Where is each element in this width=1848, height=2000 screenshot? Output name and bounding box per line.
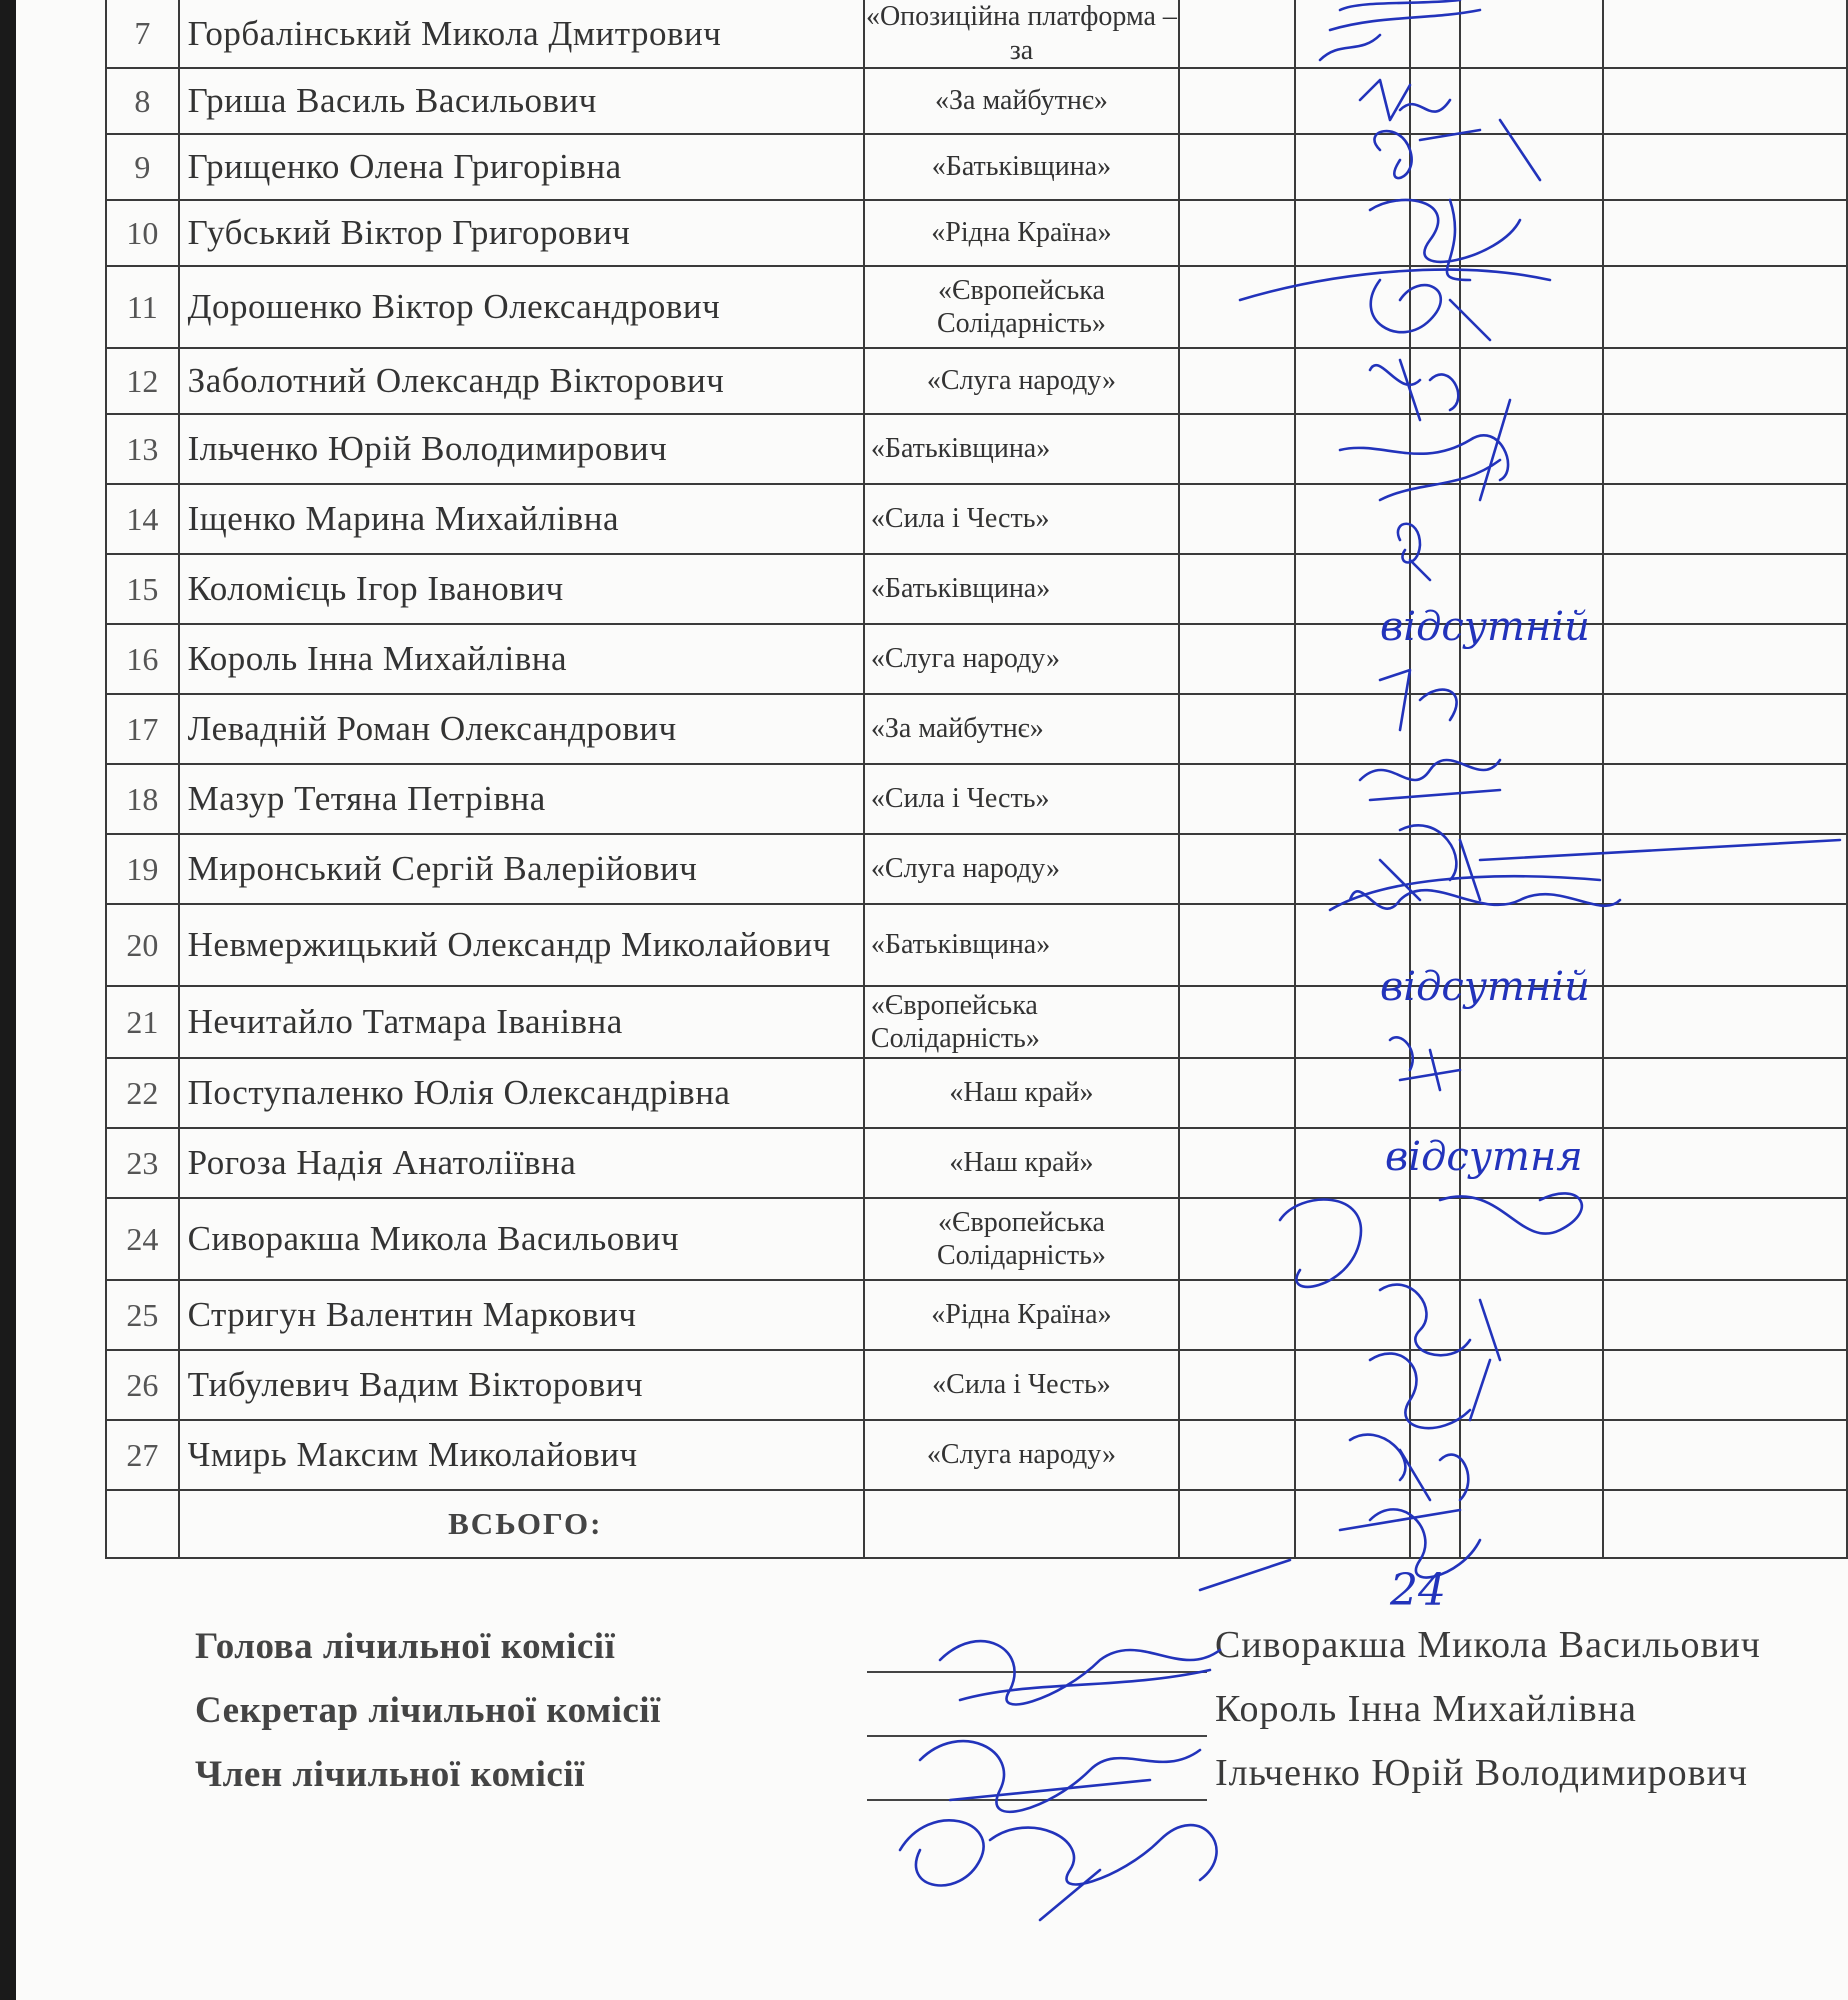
deputy-name: Губський Віктор Григорович — [179, 200, 864, 266]
deputy-name: Дорошенко Віктор Олександрович — [179, 266, 864, 348]
vote-cell-c — [1410, 414, 1460, 484]
deputy-name: Сиворакша Микола Васильович — [179, 1198, 864, 1280]
vote-cell-a — [1179, 68, 1295, 134]
deputy-row — [106, 986, 1847, 1058]
row-number: 7 — [106, 0, 179, 68]
deputy-party: «Європейська Солідарність» — [864, 986, 1179, 1058]
row-number: 20 — [106, 904, 179, 986]
deputy-name: Чмирь Максим Миколайович — [179, 1420, 864, 1490]
vote-cell-c — [1410, 134, 1460, 200]
row-number: 19 — [106, 834, 179, 904]
deputy-party: «Слуга народу» — [864, 834, 1179, 904]
deputy-row — [106, 348, 1847, 414]
vote-cell-d — [1460, 764, 1603, 834]
vote-cell-a — [1179, 266, 1295, 348]
vote-cell-d — [1460, 1058, 1603, 1128]
vote-cell-a — [1179, 1420, 1295, 1490]
row-number: 12 — [106, 348, 179, 414]
vote-cell-a — [1179, 1350, 1295, 1420]
signature-row-member — [195, 1753, 1835, 1817]
handwritten-absent-mark: відсутня — [1385, 1134, 1583, 1180]
vote-cell-e — [1603, 764, 1847, 834]
vote-cell-e — [1603, 624, 1847, 694]
vote-cell-c — [1410, 1280, 1460, 1350]
row-number: 27 — [106, 1420, 179, 1490]
vote-cell-e — [1603, 1198, 1847, 1280]
row-number: 17 — [106, 694, 179, 764]
signature-person: Ільченко Юрій Володимирович — [1215, 1752, 1749, 1794]
deputy-party: «За майбутнє» — [864, 694, 1179, 764]
signature-row-secretary — [195, 1689, 1835, 1753]
deputy-row — [106, 904, 1847, 986]
vote-cell-c — [1410, 764, 1460, 834]
vote-cell-c — [1410, 348, 1460, 414]
row-number: 13 — [106, 414, 179, 484]
vote-cell-b — [1295, 694, 1410, 764]
vote-cell-e — [1603, 834, 1847, 904]
total-cell-d — [1460, 1490, 1603, 1558]
signature-line — [867, 1671, 1207, 1673]
total-cell-c — [1410, 1490, 1460, 1558]
page-left-edge — [0, 0, 16, 2000]
row-number: 11 — [106, 266, 179, 348]
vote-cell-e — [1603, 1420, 1847, 1490]
vote-cell-a — [1179, 986, 1295, 1058]
deputy-name: Миронський Сергій Валерійович — [179, 834, 864, 904]
vote-cell-a — [1179, 1058, 1295, 1128]
deputy-party: «Європейська Солідарність» — [864, 1198, 1179, 1280]
vote-cell-d — [1460, 348, 1603, 414]
deputy-party: «Європейська Солідарність» — [864, 266, 1179, 348]
vote-cell-d — [1460, 624, 1603, 694]
deputy-name: Ільченко Юрій Володимирович — [179, 414, 864, 484]
vote-cell-b — [1295, 266, 1410, 348]
vote-cell-e — [1603, 694, 1847, 764]
row-number: 9 — [106, 134, 179, 200]
signature-line — [867, 1735, 1207, 1737]
vote-cell-b — [1295, 134, 1410, 200]
vote-cell-c — [1410, 554, 1460, 624]
vote-cell-e — [1603, 554, 1847, 624]
vote-cell-d — [1460, 1128, 1603, 1198]
vote-cell-b — [1295, 0, 1410, 68]
deputy-party: «Сила і Честь» — [864, 484, 1179, 554]
total-num-cell — [106, 1490, 179, 1558]
vote-cell-b — [1295, 1198, 1410, 1280]
vote-cell-d — [1460, 68, 1603, 134]
vote-cell-a — [1179, 1198, 1295, 1280]
vote-cell-e — [1603, 200, 1847, 266]
deputy-row — [106, 694, 1847, 764]
vote-cell-d — [1460, 414, 1603, 484]
vote-cell-a — [1179, 0, 1295, 68]
signature-role: Секретар лічильної комісії — [195, 1690, 661, 1731]
row-number: 26 — [106, 1350, 179, 1420]
vote-cell-b — [1295, 764, 1410, 834]
vote-cell-d — [1460, 1198, 1603, 1280]
deputy-name: Стригун Валентин Маркович — [179, 1280, 864, 1350]
vote-cell-e — [1603, 0, 1847, 68]
vote-cell-c — [1410, 1420, 1460, 1490]
commission-signatures — [195, 1625, 1835, 1817]
deputy-row — [106, 266, 1847, 348]
total-cell-b — [1295, 1490, 1410, 1558]
deputy-name: Гриша Василь Васильович — [179, 68, 864, 134]
vote-cell-a — [1179, 1128, 1295, 1198]
total-cell-e — [1603, 1490, 1847, 1558]
row-number: 23 — [106, 1128, 179, 1198]
vote-cell-b — [1295, 1128, 1410, 1198]
deputy-party: «Батьківщина» — [864, 134, 1179, 200]
vote-cell-b — [1295, 1350, 1410, 1420]
row-number: 15 — [106, 554, 179, 624]
signature-role: Голова лічильної комісії — [195, 1626, 616, 1667]
signature-role: Член лічильної комісії — [195, 1754, 585, 1795]
vote-cell-e — [1603, 266, 1847, 348]
deputy-party: «Слуга народу» — [864, 624, 1179, 694]
deputy-row — [106, 0, 1847, 68]
vote-cell-c — [1410, 1198, 1460, 1280]
vote-cell-c — [1410, 986, 1460, 1058]
deputy-row — [106, 1128, 1847, 1198]
vote-cell-d — [1460, 484, 1603, 554]
total-label: ВСЬОГО: — [179, 1490, 864, 1558]
vote-cell-b — [1295, 834, 1410, 904]
row-number: 21 — [106, 986, 179, 1058]
vote-cell-e — [1603, 134, 1847, 200]
row-number: 8 — [106, 68, 179, 134]
vote-cell-b — [1295, 1280, 1410, 1350]
deputy-name: Рогоза Надія Анатоліївна — [179, 1128, 864, 1198]
vote-cell-a — [1179, 200, 1295, 266]
vote-cell-d — [1460, 1420, 1603, 1490]
row-number: 24 — [106, 1198, 179, 1280]
vote-cell-b — [1295, 348, 1410, 414]
vote-cell-b — [1295, 986, 1410, 1058]
deputy-row — [106, 1420, 1847, 1490]
vote-cell-c — [1410, 266, 1460, 348]
vote-cell-e — [1603, 986, 1847, 1058]
vote-cell-b — [1295, 68, 1410, 134]
deputy-row — [106, 414, 1847, 484]
deputy-name: Іщенко Марина Михайлівна — [179, 484, 864, 554]
vote-cell-b — [1295, 414, 1410, 484]
vote-cell-d — [1460, 1280, 1603, 1350]
total-cell-a — [1179, 1490, 1295, 1558]
row-number: 16 — [106, 624, 179, 694]
vote-cell-c — [1410, 68, 1460, 134]
deputy-name: Грищенко Олена Григорівна — [179, 134, 864, 200]
deputy-row — [106, 554, 1847, 624]
vote-cell-c — [1410, 1058, 1460, 1128]
vote-cell-b — [1295, 200, 1410, 266]
deputy-party: «Батьківщина» — [864, 904, 1179, 986]
vote-cell-a — [1179, 834, 1295, 904]
signature-person: Король Інна Михайлівна — [1215, 1688, 1637, 1730]
vote-cell-b — [1295, 624, 1410, 694]
deputy-party: «Опозиційна платформа – за — [864, 0, 1179, 68]
row-number: 10 — [106, 200, 179, 266]
vote-cell-c — [1410, 834, 1460, 904]
vote-cell-e — [1603, 348, 1847, 414]
vote-cell-d — [1460, 834, 1603, 904]
signature-person: Сиворакша Микола Васильович — [1215, 1624, 1761, 1666]
vote-cell-e — [1603, 1280, 1847, 1350]
vote-cell-d — [1460, 986, 1603, 1058]
vote-cell-a — [1179, 624, 1295, 694]
vote-cell-e — [1603, 1350, 1847, 1420]
row-number: 18 — [106, 764, 179, 834]
vote-cell-e — [1603, 1058, 1847, 1128]
vote-cell-a — [1179, 1280, 1295, 1350]
handwritten-total-count: 24 — [1390, 1565, 1446, 1616]
vote-tally-table — [105, 0, 1848, 1559]
deputy-row — [106, 1280, 1847, 1350]
total-row — [106, 1490, 1847, 1558]
deputy-row — [106, 1350, 1847, 1420]
deputy-party: «Слуга народу» — [864, 348, 1179, 414]
deputy-name: Заболотний Олександр Вікторович — [179, 348, 864, 414]
row-number: 22 — [106, 1058, 179, 1128]
deputy-row — [106, 764, 1847, 834]
vote-cell-a — [1179, 764, 1295, 834]
deputy-name: Король Інна Михайлівна — [179, 624, 864, 694]
vote-cell-e — [1603, 904, 1847, 986]
vote-cell-d — [1460, 554, 1603, 624]
vote-cell-a — [1179, 484, 1295, 554]
vote-cell-b — [1295, 1058, 1410, 1128]
vote-cell-a — [1179, 348, 1295, 414]
vote-cell-e — [1603, 484, 1847, 554]
vote-cell-b — [1295, 554, 1410, 624]
deputy-name: Тибулевич Вадим Вікторович — [179, 1350, 864, 1420]
vote-cell-d — [1460, 0, 1603, 68]
signature-line — [867, 1799, 1207, 1801]
deputy-name: Нечитайло Татмара Іванівна — [179, 986, 864, 1058]
vote-cell-a — [1179, 414, 1295, 484]
vote-cell-c — [1410, 624, 1460, 694]
deputy-name: Горбалінський Микола Дмитрович — [179, 0, 864, 68]
deputy-party: «Сила і Честь» — [864, 764, 1179, 834]
vote-cell-c — [1410, 1350, 1460, 1420]
handwritten-absent-mark: відсутній — [1380, 964, 1590, 1010]
deputy-name: Невмержицький Олександр Миколайович — [179, 904, 864, 986]
vote-cell-c — [1410, 484, 1460, 554]
deputy-row — [106, 200, 1847, 266]
vote-cell-a — [1179, 134, 1295, 200]
deputy-party: «Слуга народу» — [864, 1420, 1179, 1490]
deputy-row — [106, 68, 1847, 134]
total-party-cell — [864, 1490, 1179, 1558]
vote-cell-a — [1179, 904, 1295, 986]
deputy-row — [106, 484, 1847, 554]
row-number: 14 — [106, 484, 179, 554]
vote-cell-c — [1410, 904, 1460, 986]
deputy-party: «Рідна Країна» — [864, 1280, 1179, 1350]
vote-cell-b — [1295, 1420, 1410, 1490]
vote-cell-e — [1603, 68, 1847, 134]
deputy-party: «Батьківщина» — [864, 414, 1179, 484]
deputy-row — [106, 624, 1847, 694]
vote-cell-c — [1410, 1128, 1460, 1198]
deputy-party: «За майбутнє» — [864, 68, 1179, 134]
deputy-name: Поступаленко Юлія Олександрівна — [179, 1058, 864, 1128]
vote-cell-e — [1603, 1128, 1847, 1198]
vote-cell-b — [1295, 904, 1410, 986]
vote-cell-d — [1460, 1350, 1603, 1420]
row-number: 25 — [106, 1280, 179, 1350]
deputy-row — [106, 1058, 1847, 1128]
deputy-party: «Рідна Країна» — [864, 200, 1179, 266]
vote-cell-d — [1460, 694, 1603, 764]
vote-cell-c — [1410, 200, 1460, 266]
deputy-name: Мазур Тетяна Петрівна — [179, 764, 864, 834]
deputy-name: Коломієць Ігор Іванович — [179, 554, 864, 624]
vote-tally-body — [106, 0, 1847, 1490]
deputy-row — [106, 1198, 1847, 1280]
vote-cell-d — [1460, 134, 1603, 200]
vote-cell-c — [1410, 694, 1460, 764]
vote-cell-a — [1179, 554, 1295, 624]
deputy-row — [106, 134, 1847, 200]
deputy-party: «Сила і Честь» — [864, 1350, 1179, 1420]
vote-cell-d — [1460, 904, 1603, 986]
vote-cell-a — [1179, 694, 1295, 764]
vote-cell-c — [1410, 0, 1460, 68]
deputy-row — [106, 834, 1847, 904]
deputy-party: «Наш край» — [864, 1128, 1179, 1198]
deputy-party: «Наш край» — [864, 1058, 1179, 1128]
signature-row-chair — [195, 1625, 1835, 1689]
vote-cell-d — [1460, 200, 1603, 266]
deputy-name: Левадній Роман Олександрович — [179, 694, 864, 764]
vote-cell-e — [1603, 414, 1847, 484]
deputy-party: «Батьківщина» — [864, 554, 1179, 624]
handwritten-absent-mark: відсутній — [1380, 604, 1590, 650]
vote-cell-b — [1295, 484, 1410, 554]
vote-cell-d — [1460, 266, 1603, 348]
